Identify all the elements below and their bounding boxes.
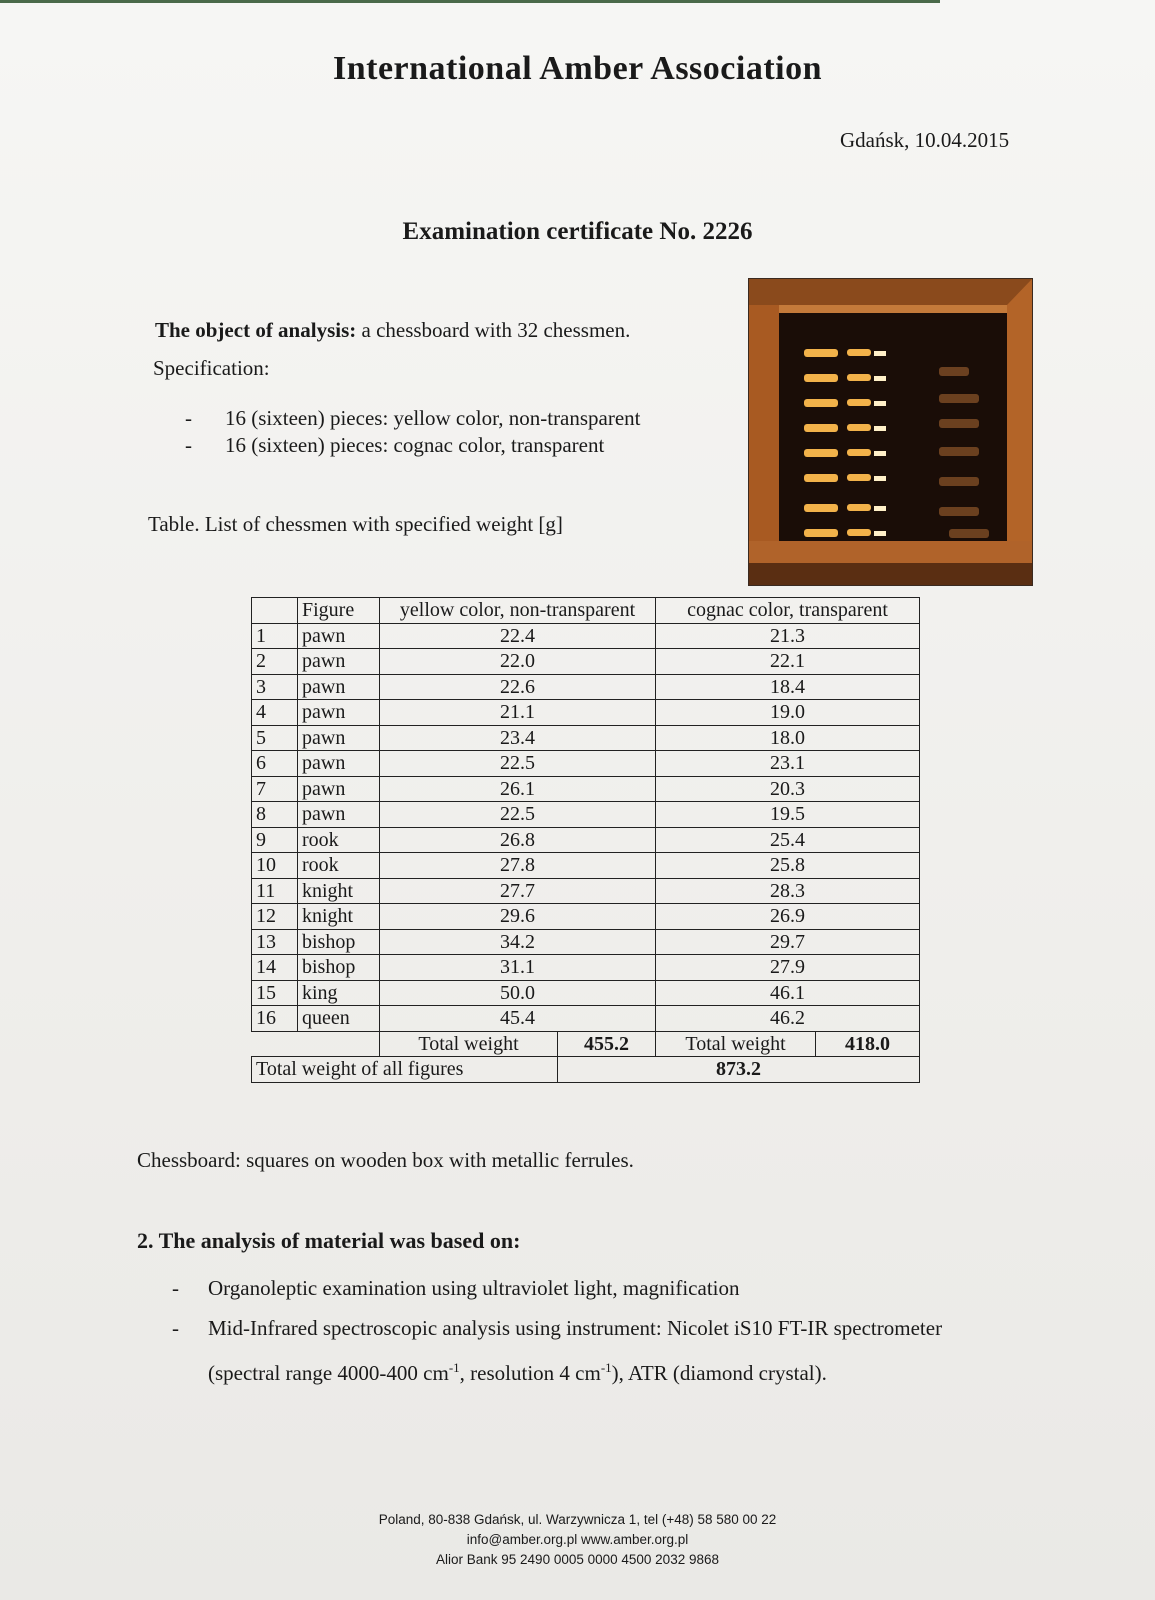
table-row	[252, 802, 920, 828]
cognac-weight: 26.9	[656, 904, 920, 930]
total-yellow: 455.2	[558, 1031, 656, 1057]
total-label-yellow: Total weight	[380, 1031, 558, 1057]
header-cell: Figure	[298, 598, 380, 624]
figure-name: bishop	[298, 955, 380, 981]
analysis-item: - Organoleptic examination using ultraviolet light, magnification	[172, 1268, 1032, 1308]
figure-name: knight	[298, 878, 380, 904]
yellow-weight: 34.2	[380, 929, 656, 955]
top-edge-line	[0, 0, 940, 3]
footer-contact	[0, 1510, 1155, 1570]
row-number: 12	[252, 904, 298, 930]
figure-name: pawn	[298, 751, 380, 777]
cognac-weight: 25.8	[656, 853, 920, 879]
figure-name: pawn	[298, 649, 380, 675]
table-row	[252, 929, 920, 955]
cognac-weight: 25.4	[656, 827, 920, 853]
figure-name: king	[298, 980, 380, 1006]
cognac-weight: 19.5	[656, 802, 920, 828]
grand-total-row	[252, 1057, 920, 1083]
figure-name: pawn	[298, 725, 380, 751]
place-date: Gdańsk, 10.04.2015	[840, 128, 1010, 152]
yellow-weight: 22.5	[380, 751, 656, 777]
figure-name: rook	[298, 827, 380, 853]
cognac-weight: 29.7	[656, 929, 920, 955]
row-number: 3	[252, 674, 298, 700]
specification-item: - 16 (sixteen) pieces: yellow color, non-transparent	[185, 405, 641, 432]
grand-total-label: Total weight of all figures	[252, 1057, 558, 1083]
cognac-weight: 20.3	[656, 776, 920, 802]
specification-item: - 16 (sixteen) pieces: cognac color, transparent	[185, 432, 641, 459]
cognac-weight: 21.3	[656, 623, 920, 649]
yellow-weight: 29.6	[380, 904, 656, 930]
cognac-weight: 46.1	[656, 980, 920, 1006]
cognac-weight: 22.1	[656, 649, 920, 675]
table-row	[252, 700, 920, 726]
cognac-weight: 46.2	[656, 1006, 920, 1032]
yellow-weight: 27.7	[380, 878, 656, 904]
total-cognac: 418.0	[816, 1031, 920, 1057]
row-number: 8	[252, 802, 298, 828]
footer-address: Poland, 80-838 Gdańsk, ul. Warzywnicza 1, tel (+48) 58 580 00 22	[378, 1512, 777, 1527]
table-row	[252, 674, 920, 700]
figure-name: bishop	[298, 929, 380, 955]
row-number: 2	[252, 649, 298, 675]
yellow-weight: 21.1	[380, 700, 656, 726]
chess-set-photo	[748, 278, 1033, 586]
table-row	[252, 725, 920, 751]
yellow-weight: 22.0	[380, 649, 656, 675]
table-row	[252, 980, 920, 1006]
row-number: 15	[252, 980, 298, 1006]
table-row	[252, 649, 920, 675]
chess-set-image	[749, 279, 1032, 585]
header-cell: yellow color, non-transparent	[380, 598, 656, 624]
total-row	[252, 1031, 920, 1057]
table-row	[252, 827, 920, 853]
analysis-item: - Mid-Infrared spectroscopic analysis using instrument: Nicolet iS10 FT-IR spectrometer	[172, 1308, 1032, 1348]
row-number: 9	[252, 827, 298, 853]
cognac-weight: 18.0	[656, 725, 920, 751]
table-row	[252, 904, 920, 930]
yellow-weight: 26.1	[380, 776, 656, 802]
organization-name: International Amber Association	[332, 50, 822, 87]
row-number: 14	[252, 955, 298, 981]
table-header-row	[252, 598, 920, 624]
yellow-weight: 22.6	[380, 674, 656, 700]
table-row	[252, 751, 920, 777]
chessboard-description: Chessboard: squares on wooden box with metallic ferrules.	[137, 1148, 634, 1172]
table-row	[252, 955, 920, 981]
object-label: The object of analysis:	[155, 318, 357, 342]
chessmen-weight-table	[251, 597, 920, 1083]
header-cell	[252, 598, 298, 624]
cognac-weight: 28.3	[656, 878, 920, 904]
table-caption: Table. List of chessmen with specified weight [g]	[148, 512, 563, 536]
yellow-weight: 27.8	[380, 853, 656, 879]
row-number: 13	[252, 929, 298, 955]
cognac-weight: 27.9	[656, 955, 920, 981]
yellow-weight: 22.5	[380, 802, 656, 828]
figure-name: queen	[298, 1006, 380, 1032]
figure-name: rook	[298, 853, 380, 879]
table-row	[252, 853, 920, 879]
yellow-weight: 26.8	[380, 827, 656, 853]
figure-name: pawn	[298, 802, 380, 828]
yellow-weight: 22.4	[380, 623, 656, 649]
yellow-weight: 23.4	[380, 725, 656, 751]
yellow-weight: 45.4	[380, 1006, 656, 1032]
grand-total-value: 873.2	[558, 1057, 920, 1083]
yellow-weight: 31.1	[380, 955, 656, 981]
analysis-item-continuation: (spectral range 4000-400 $cm^{-1}$, resolution 4 $cm^{-1}$), ATR (diamond crystal).	[208, 1360, 827, 1385]
figure-name: pawn	[298, 776, 380, 802]
total-blank	[252, 1031, 380, 1057]
footer-bank: Alior Bank 95 2490 0005 0000 4500 2032 9868	[436, 1552, 719, 1567]
figure-name: pawn	[298, 623, 380, 649]
specification-list	[185, 405, 641, 459]
row-number: 4	[252, 700, 298, 726]
cognac-weight: 18.4	[656, 674, 920, 700]
header-cell: cognac color, transparent	[656, 598, 920, 624]
table-row	[252, 1006, 920, 1032]
footer-email-web: info@amber.org.pl www.amber.org.pl	[466, 1532, 689, 1547]
analysis-heading: 2. The analysis of material was based on:	[137, 1228, 521, 1253]
total-label-cognac: Total weight	[656, 1031, 816, 1057]
row-number: 10	[252, 853, 298, 879]
row-number: 7	[252, 776, 298, 802]
row-number: 1	[252, 623, 298, 649]
analysis-list	[172, 1268, 1032, 1393]
figure-name: knight	[298, 904, 380, 930]
object-text: a chessboard with 32 chessmen.	[361, 318, 631, 342]
object-of-analysis	[155, 318, 630, 343]
row-number: 11	[252, 878, 298, 904]
table-row	[252, 623, 920, 649]
figure-name: pawn	[298, 700, 380, 726]
yellow-weight: 50.0	[380, 980, 656, 1006]
table-row	[252, 878, 920, 904]
cognac-weight: 19.0	[656, 700, 920, 726]
figure-name: pawn	[298, 674, 380, 700]
certificate-title: Examination certificate No. 2226	[402, 218, 753, 245]
table-row	[252, 776, 920, 802]
row-number: 6	[252, 751, 298, 777]
row-number: 16	[252, 1006, 298, 1032]
row-number: 5	[252, 725, 298, 751]
specification-label: Specification:	[153, 356, 270, 380]
cognac-weight: 23.1	[656, 751, 920, 777]
